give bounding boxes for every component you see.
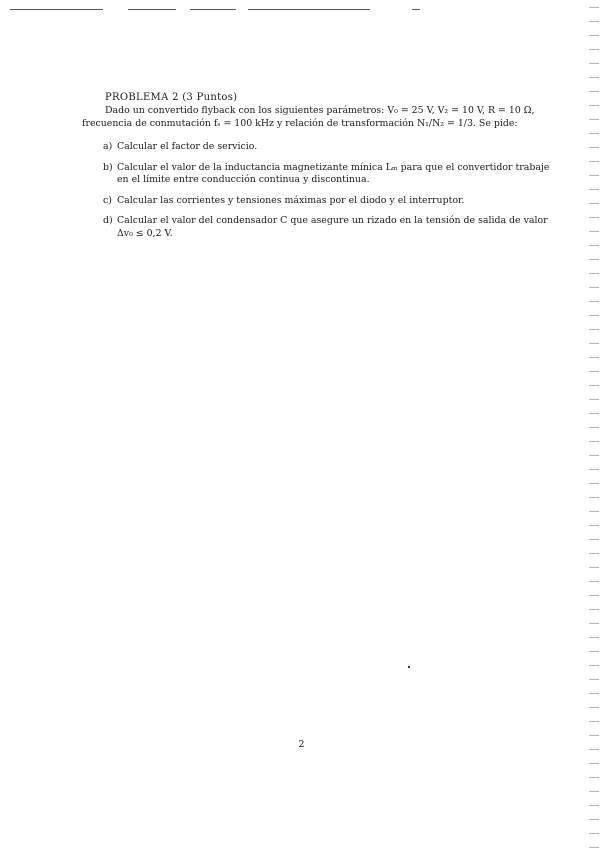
scan-speck (408, 666, 410, 668)
scan-top-rule (248, 9, 370, 10)
page-number: 2 (298, 739, 305, 750)
scan-top-rule (128, 9, 176, 10)
scan-top-rule (412, 9, 420, 10)
question-item (103, 162, 553, 187)
question-item (103, 141, 553, 154)
question-label: d) (103, 215, 113, 226)
scan-top-rule (10, 9, 103, 10)
question-item (103, 215, 553, 240)
question-label: a) (103, 141, 113, 152)
question-text: Calcular las corrientes y tensiones máximas por el diodo y el interruptor. (117, 194, 465, 206)
problem-statement: Dado un convertido flyback con los siguientes parámetros: V₀ = 25 V, V₂ = 10 V, R = 10 Ω, frecuencia de conmutación fₛ = 100 kHz y relación de transformación N₁/N₂ = 1/3. Se pide: (82, 105, 535, 129)
question-label: b) (103, 161, 113, 173)
problem-title: PROBLEMA 2 (3 Puntos) (105, 92, 238, 103)
question-text: Calcular el factor de servicio. (117, 141, 258, 152)
question-item (103, 195, 553, 208)
question-text: Calcular el valor de la inductancia magnetizante mínica Lₘ para que el convertidor trabaje en el límite entre conducción continua y discontinua. (117, 161, 550, 185)
question-list (103, 141, 553, 240)
scan-top-rule (190, 9, 236, 10)
question-label: c) (103, 194, 112, 206)
question-text: Calcular el valor del condensador C que asegure un rizado en la tensión de salida de valor Δv₀ ≤ 0,2 V. (117, 215, 548, 239)
scan-edge-marks (589, 0, 599, 848)
